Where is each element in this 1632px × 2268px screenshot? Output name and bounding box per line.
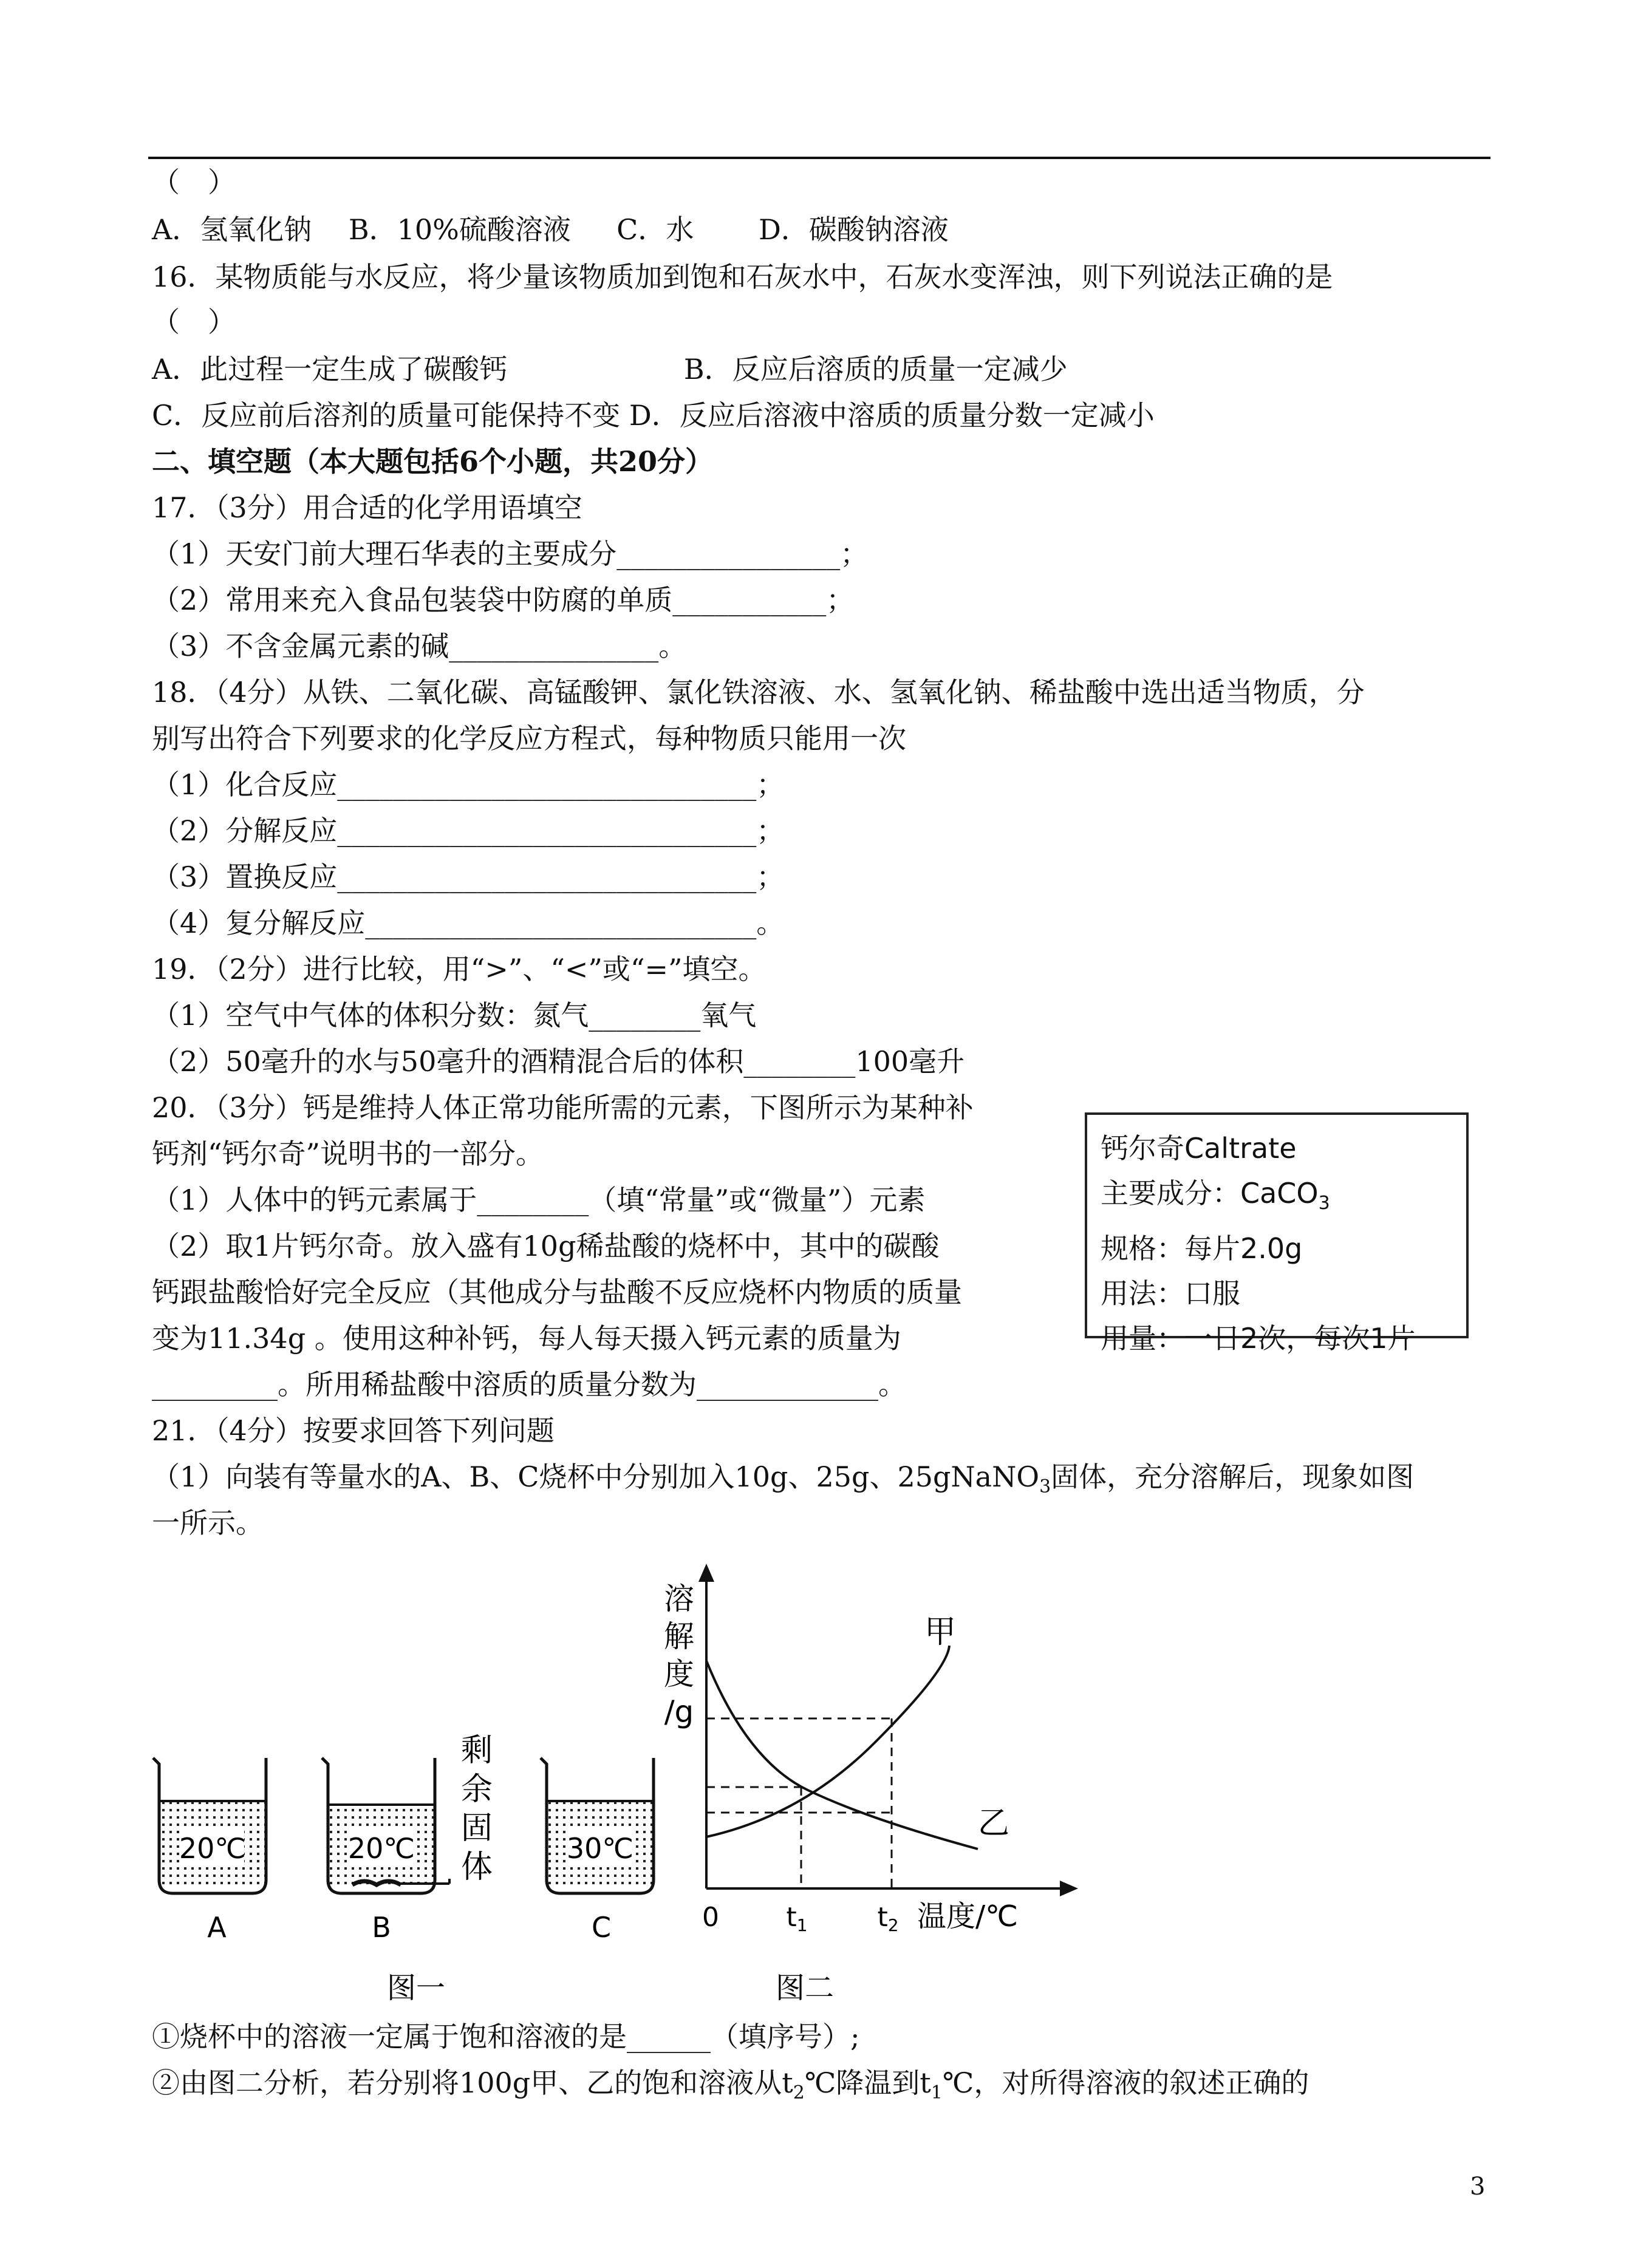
question-16: 16．某物质能与水反应，将少量该物质加到饱和石灰水中，石灰水变浑浊，则下列说法正确的是 bbox=[152, 261, 1333, 293]
beaker-c-temp: 30℃ bbox=[566, 1832, 634, 1865]
text-line: （1）人体中的钙元素属于________（填“常量”或“微量”）元素 bbox=[152, 1183, 926, 1216]
caltrate-usage: 用法：口服 bbox=[1101, 1277, 1240, 1310]
t1-label bbox=[786, 1902, 807, 1935]
t2-base: t bbox=[877, 1902, 888, 1933]
subscript: 1 bbox=[930, 2082, 943, 2103]
subscript: 3 bbox=[1318, 1193, 1330, 1214]
beaker-b-label: B bbox=[372, 1911, 391, 1944]
question-20: 20．（3分）钙是维持人体正常功能所需的元素，下图所示为某种补 bbox=[152, 1091, 974, 1124]
caltrate-dosage: 用量：一日2次，每次1片 bbox=[1101, 1322, 1416, 1355]
text-line: （1）化合反应______________________________； bbox=[152, 768, 785, 801]
y-label-char: 度 bbox=[664, 1657, 694, 1692]
t1-sub: 1 bbox=[796, 1915, 808, 1935]
text-line: （4）复分解反应____________________________。 bbox=[152, 907, 785, 939]
subscript: 2 bbox=[793, 2082, 805, 2103]
text-fragment: （1）向装有等量水的A、B、C烧杯中分别加入10g、25g、25gNaNO bbox=[152, 1460, 1040, 1493]
y-label-char: /g bbox=[664, 1694, 694, 1729]
figure2-caption: 图二 bbox=[775, 1971, 835, 2005]
beaker-b-temp: 20℃ bbox=[347, 1832, 415, 1865]
caltrate-spec: 规格：每片2.0g bbox=[1101, 1232, 1303, 1265]
text-line: 一所示。 bbox=[152, 1507, 264, 1539]
curve-yi bbox=[706, 1661, 978, 1849]
text-fragment: ℃降温到t bbox=[804, 2066, 931, 2099]
residue-char: 体 bbox=[460, 1849, 493, 1885]
text-line: _________。所用稀盐酸中溶质的质量分数为_____________。 bbox=[152, 1368, 906, 1401]
y-axis-arrow bbox=[698, 1564, 714, 1582]
beaker-a-label: A bbox=[207, 1911, 227, 1944]
beaker-b bbox=[322, 1758, 449, 1944]
y-label-char: 解 bbox=[664, 1619, 694, 1654]
text-fragment: ②由图二分析，若分别将100g甲、乙的饱和溶液从t bbox=[152, 2066, 793, 2099]
text-line: （ ） bbox=[152, 305, 236, 338]
ingredient-label: 主要成分： bbox=[1101, 1177, 1240, 1210]
text-line: （3）不含金属元素的碱_______________。 bbox=[152, 630, 687, 662]
beaker-c-label: C bbox=[591, 1911, 612, 1944]
residue-char: 固 bbox=[460, 1810, 493, 1847]
question-21: 21．（4分）按要求回答下列问题 bbox=[152, 1414, 555, 1447]
text-line: ①烧杯中的溶液一定属于饱和溶液的是______（填序号）; bbox=[152, 2020, 860, 2053]
t2-sub: 2 bbox=[887, 1915, 899, 1935]
question-18: 18．（4分）从铁、二氧化碳、高锰酸钾、氯化铁溶液、水、氢氧化钠、稀盐酸中选出适当物质，分 bbox=[152, 676, 1365, 709]
curve-jia-label: 甲 bbox=[924, 1614, 957, 1650]
residue-char: 剩 bbox=[460, 1732, 493, 1769]
caltrate-title: 钙尔奇Caltrate bbox=[1101, 1132, 1297, 1165]
text-line: 变为11.34g 。使用这种补钙，每人每天摄入钙元素的质量为 bbox=[152, 1322, 901, 1355]
text-line: （2）常用来充入食品包装袋中防腐的单质___________； bbox=[152, 584, 855, 616]
origin-label: 0 bbox=[702, 1902, 719, 1933]
option-line: C．反应前后溶剂的质量可能保持不变 D．反应后溶液中溶质的质量分数一定减小 bbox=[152, 399, 1155, 432]
text-line: （ ） bbox=[152, 166, 236, 199]
curve-jia bbox=[706, 1646, 949, 1837]
curve-yi-label: 乙 bbox=[978, 1805, 1010, 1842]
option-line: A．氢氧化钠 B．10%硫酸溶液 C．水 D．碳酸钠溶液 bbox=[152, 213, 949, 246]
figure1-caption: 图一 bbox=[386, 1971, 446, 2005]
text-fragment: 固体，充分溶解后，现象如图 bbox=[1051, 1460, 1415, 1493]
solubility-chart bbox=[664, 1564, 1078, 1935]
question-17: 17．（3分）用合适的化学用语填空 bbox=[152, 491, 582, 524]
beaker-a bbox=[153, 1758, 266, 1944]
t1-base: t bbox=[786, 1902, 797, 1933]
residue-label bbox=[461, 1732, 493, 1885]
subscript: 3 bbox=[1039, 1476, 1051, 1497]
text-line: （1）天安门前大理石华表的主要成分________________； bbox=[152, 537, 869, 570]
option-line: A．此过程一定生成了碳酸钙 B．反应后溶质的质量一定减少 bbox=[152, 353, 1068, 386]
text-line: （2）分解反应______________________________； bbox=[152, 814, 785, 847]
text-line: 钙剂“钙尔奇”说明书的一部分。 bbox=[152, 1137, 544, 1170]
page-number: 3 bbox=[1470, 2173, 1486, 2201]
y-label-char: 溶 bbox=[664, 1581, 694, 1616]
ingredient-value: CaCO bbox=[1240, 1177, 1319, 1210]
beaker-c bbox=[541, 1758, 654, 1944]
question-19: 19．（2分）进行比较，用“>”、“<”或“=”填空。 bbox=[152, 953, 766, 986]
text-fragment: ℃，对所得溶液的叙述正确的 bbox=[942, 2066, 1309, 2099]
beaker-a-temp: 20℃ bbox=[179, 1832, 247, 1865]
text-line: 别写出符合下列要求的化学反应方程式，每种物质只能用一次 bbox=[152, 722, 906, 755]
text-line: 钙跟盐酸恰好完全反应（其他成分与盐酸不反应烧杯内物质的质量 bbox=[152, 1276, 962, 1309]
text-line: （3）置换反应______________________________； bbox=[152, 860, 785, 893]
section-heading: 二、填空题（本大题包括6个小题，共20分） bbox=[152, 445, 714, 478]
text-line: （2）取1片钙尔奇。放入盛有10g稀盐酸的烧杯中，其中的碳酸 bbox=[152, 1230, 940, 1262]
x-axis-label: 温度/℃ bbox=[917, 1899, 1019, 1933]
text-line: （1）空气中气体的体积分数：氮气________氧气 bbox=[152, 999, 757, 1032]
text-line: （2）50毫升的水与50毫升的酒精混合后的体积________100毫升 bbox=[152, 1045, 965, 1078]
residue-char: 余 bbox=[460, 1771, 493, 1808]
t2-label bbox=[877, 1902, 898, 1935]
x-axis-arrow bbox=[1060, 1881, 1078, 1896]
